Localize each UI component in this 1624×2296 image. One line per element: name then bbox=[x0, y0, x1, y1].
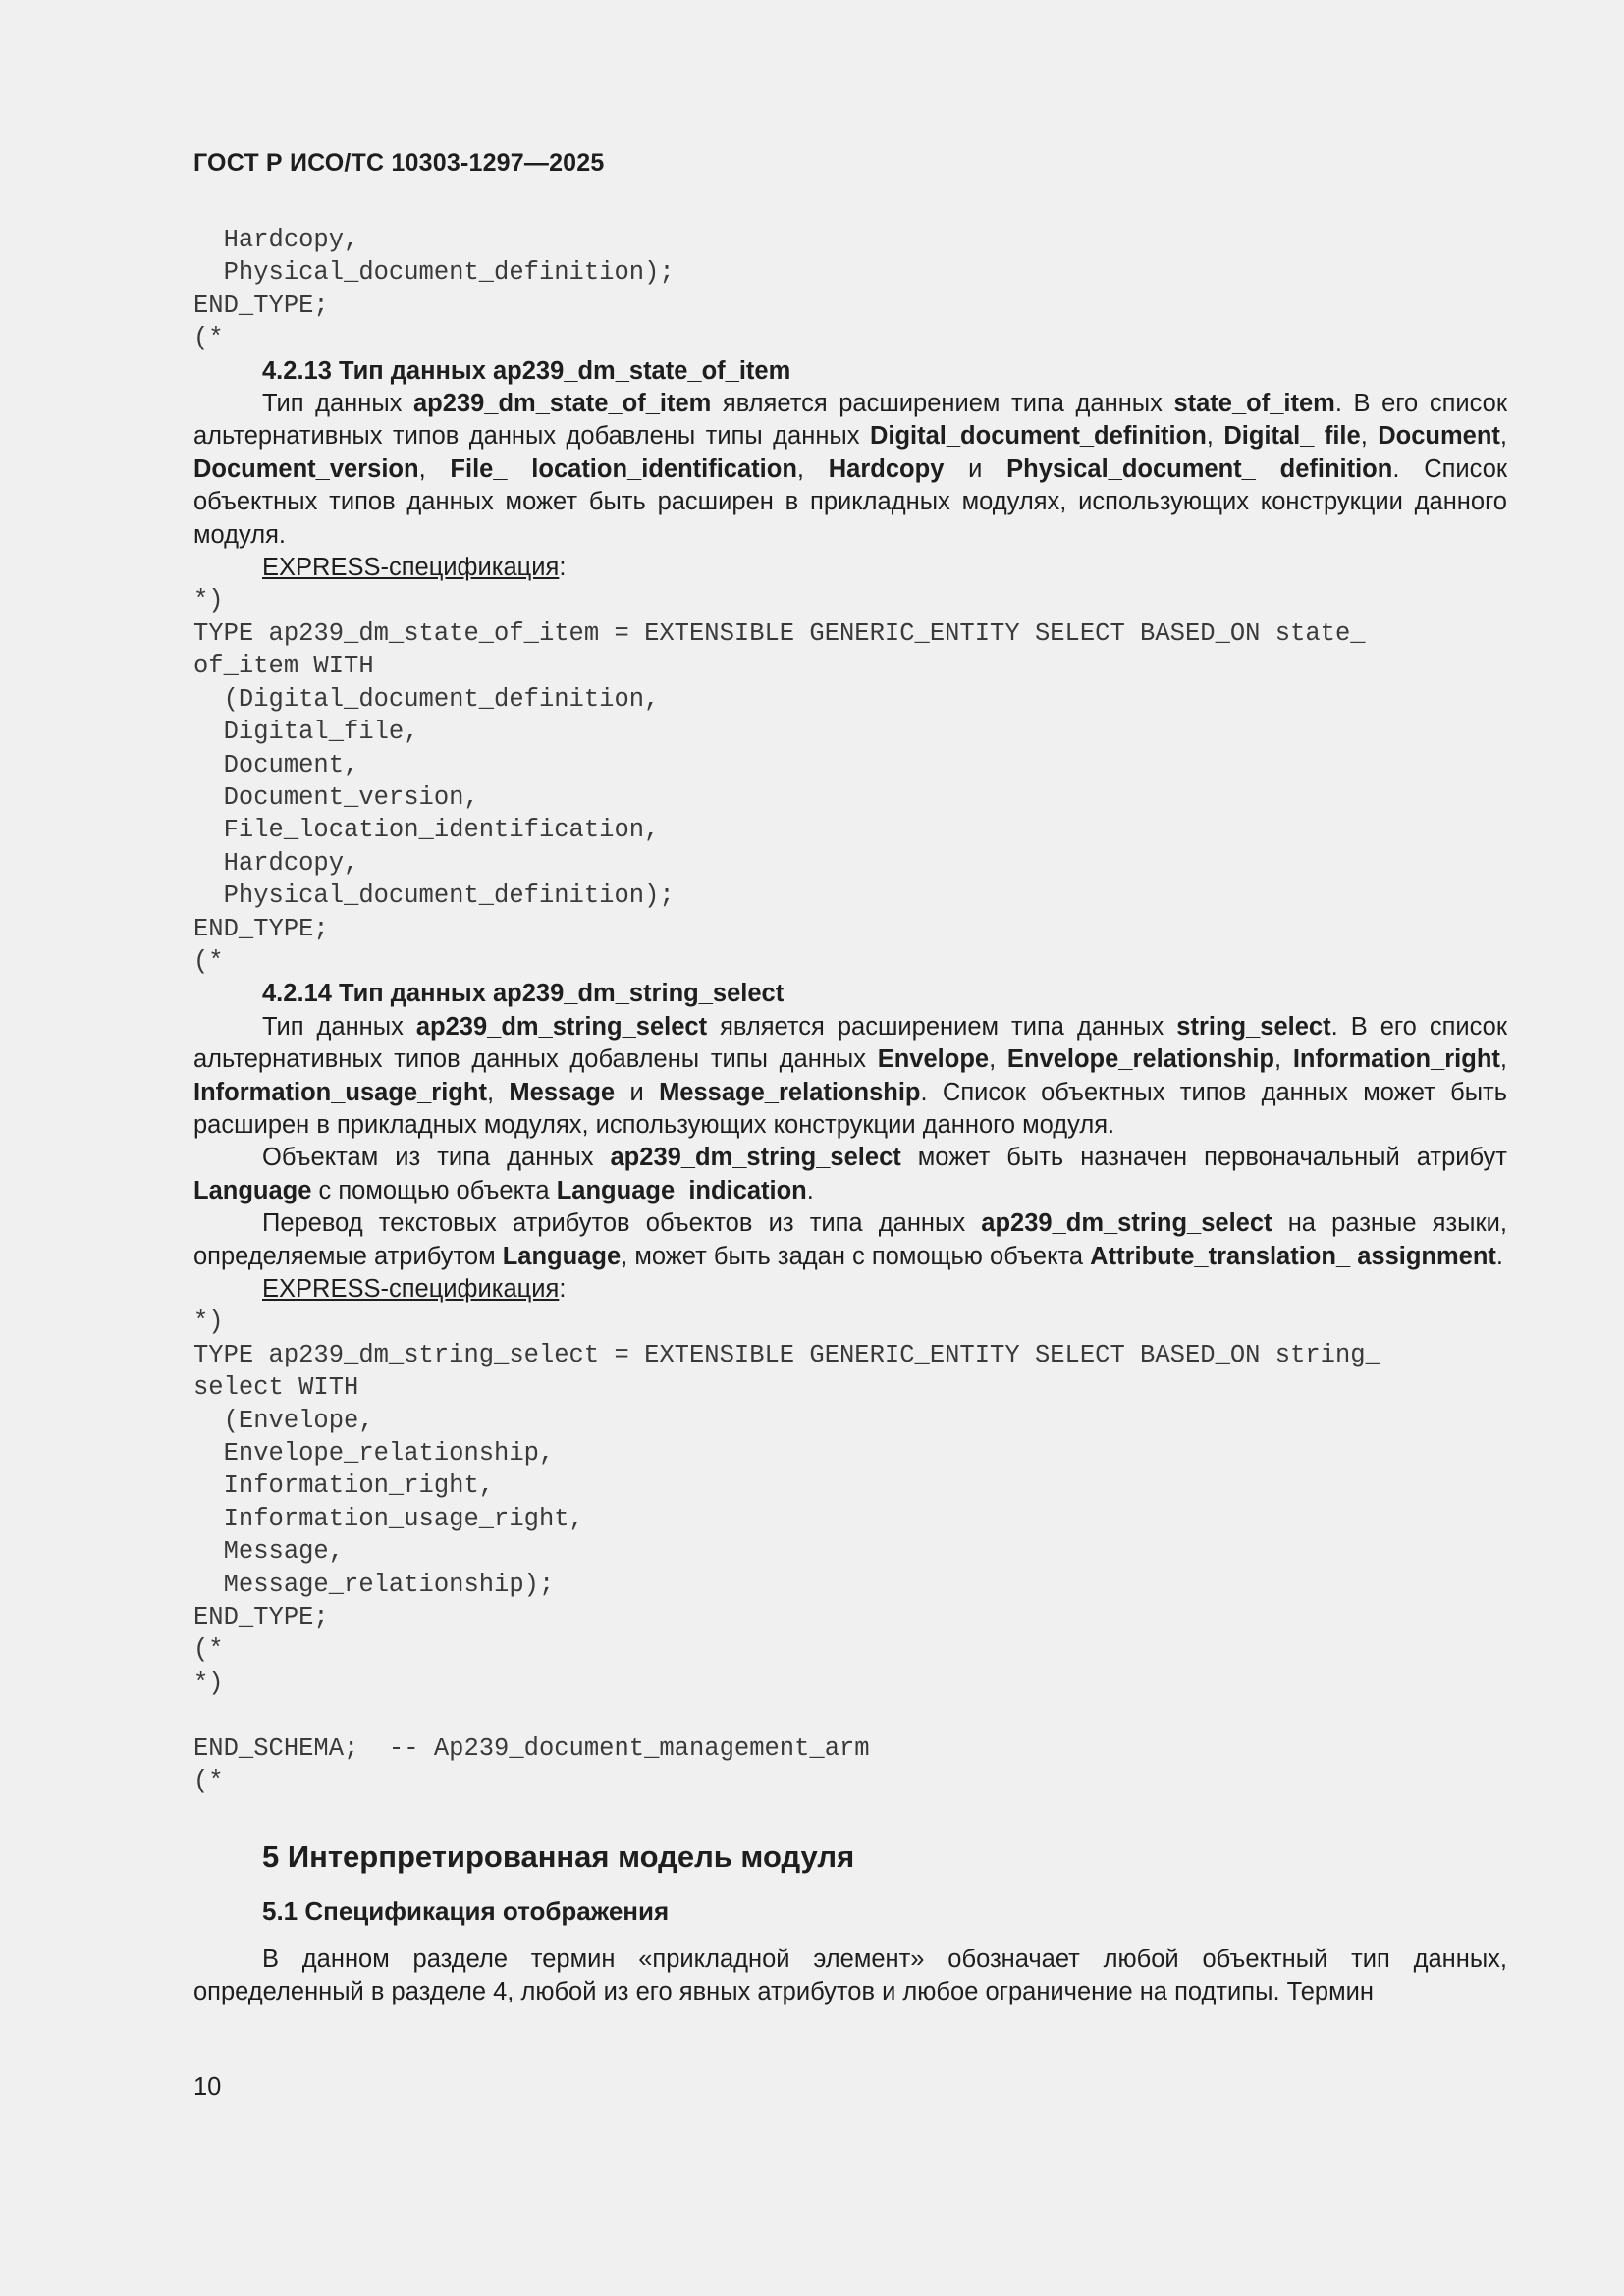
express-colon: : bbox=[559, 1275, 567, 1303]
bold-term: Message bbox=[509, 1078, 616, 1106]
bold-term: Language bbox=[502, 1242, 622, 1270]
bold-term: Document_version bbox=[193, 454, 419, 483]
bold-term: Digital_ file bbox=[1223, 422, 1361, 451]
code-block-string-select: *) TYPE ap239_dm_string_select = EXTENSIBLE GENERIC_ENTITY SELECT BASED_ON string_ select WITH (Envelope, Envelope_relationship, Information_right, Information_usage_right, Message, Message_relationship); END_TYPE; (* *) END_SCHEMA; -- Ap239_document_management_arm (* bbox=[193, 1308, 1380, 1796]
text-run: с помощью объекта bbox=[311, 1176, 557, 1204]
section-4-2-14-title: 4.2.14 Тип данных ap239_dm_string_select bbox=[262, 980, 785, 1008]
bold-term: Envelope bbox=[877, 1045, 990, 1074]
section-4-2-14-paragraph-1 bbox=[193, 1011, 1507, 1143]
text-run: , bbox=[418, 454, 451, 483]
text-run: и bbox=[615, 1078, 660, 1106]
express-spec-label-4-2-14 bbox=[193, 1273, 1507, 1306]
text-run: . Список объектных типов данных может быть расширен в прикладных модулях, использующих конструкции данного модуля. bbox=[193, 454, 1508, 549]
text-run: , bbox=[486, 1078, 510, 1106]
text-run: , bbox=[1274, 1045, 1293, 1074]
page-content bbox=[193, 224, 1507, 2008]
bold-term: Information_usage_right bbox=[193, 1078, 487, 1106]
bold-term: Envelope_relationship bbox=[1006, 1045, 1274, 1074]
bold-term: ap239_dm_string_select bbox=[415, 1012, 708, 1041]
page-number: 10 bbox=[193, 2073, 222, 2101]
section-5-title: 5 Интерпретированная модель модуля bbox=[262, 1839, 855, 1874]
bold-term: File_ location_identification bbox=[450, 454, 797, 483]
section-5-1-title: 5.1 Спецификация отображения bbox=[262, 1896, 670, 1926]
bold-term: ap239_dm_string_select bbox=[610, 1144, 901, 1172]
bold-term: ap239_dm_state_of_item bbox=[413, 390, 712, 418]
bold-term: Information_right bbox=[1292, 1045, 1500, 1074]
document-header: ГОСТ Р ИСО/ТС 10303-1297—2025 bbox=[193, 149, 605, 177]
text-run: Тип данных bbox=[262, 390, 413, 418]
express-colon: : bbox=[559, 554, 567, 582]
section-5-1-paragraph: В данном разделе термин «прикладной элемент» обозначает любой объектный тип данных, определенный в разделе 4, любой из его явных атрибутов и любое ограничение на подтипы. Термин bbox=[193, 1945, 1507, 2005]
express-spec-link: EXPRESS-спецификация bbox=[262, 554, 560, 582]
text-run: , bbox=[1360, 422, 1379, 451]
text-run: Тип данных bbox=[262, 1012, 416, 1041]
text-run: , bbox=[1499, 1045, 1507, 1074]
bold-term: Digital_document_definition bbox=[869, 422, 1207, 451]
bold-term: ap239_dm_string_select bbox=[981, 1209, 1272, 1238]
text-run: , может быть задан с помощью объекта bbox=[621, 1242, 1091, 1270]
text-run: Объектам из типа данных bbox=[262, 1144, 611, 1172]
express-spec-label-4-2-13 bbox=[193, 552, 1507, 584]
text-run: . bbox=[1495, 1242, 1504, 1270]
text-run: может быть назначен первоначальный атрибут bbox=[900, 1144, 1507, 1172]
text-run: и bbox=[944, 454, 1007, 483]
code-block-state-of-item: *) TYPE ap239_dm_state_of_item = EXTENSIBLE GENERIC_ENTITY SELECT BASED_ON state_ of_item WITH (Digital_document_definition, Digital_file, Document, Document_version, File_location_identification, Hardcopy, Physical_document_definition); END_TYPE; (* bbox=[193, 586, 1366, 976]
bold-term: Attribute_translation_ assignment bbox=[1090, 1242, 1496, 1270]
express-spec-link: EXPRESS-спецификация bbox=[262, 1275, 560, 1303]
section-4-2-14-paragraph-3 bbox=[193, 1207, 1507, 1273]
bold-term: Language_indication bbox=[556, 1176, 807, 1204]
bold-term: Document bbox=[1378, 422, 1500, 451]
text-run: Перевод текстовых атрибутов объектов из типа данных bbox=[262, 1209, 982, 1238]
bold-term: string_select bbox=[1176, 1012, 1331, 1041]
text-run: является расширением типа данных bbox=[711, 390, 1174, 418]
bold-term: Language bbox=[193, 1176, 312, 1204]
section-4-2-14-paragraph-2 bbox=[193, 1142, 1507, 1207]
text-run: . В его список альтернативных типов данных добавлены типы данных bbox=[193, 1012, 1507, 1074]
text-run: , bbox=[989, 1045, 1007, 1074]
text-run: , bbox=[1499, 422, 1508, 451]
text-run: , bbox=[796, 454, 829, 483]
bold-term: state_of_item bbox=[1173, 390, 1335, 418]
bold-term: Hardcopy bbox=[828, 454, 945, 483]
code-block-top: Hardcopy, Physical_document_definition); END_TYPE; (* bbox=[193, 226, 675, 353]
bold-term: Message_relationship bbox=[659, 1078, 921, 1106]
section-4-2-13-title: 4.2.13 Тип данных ap239_dm_state_of_item bbox=[262, 356, 791, 385]
text-run: . Список объектных типов данных может быть расширен в прикладных модулях, использующих конструкции данного модуля. bbox=[193, 1078, 1507, 1139]
text-run: , bbox=[1206, 422, 1224, 451]
section-4-2-13-paragraph bbox=[193, 388, 1507, 552]
text-run: является расширением типа данных bbox=[707, 1012, 1177, 1041]
text-run: на разные языки, определяемые атрибутом bbox=[193, 1209, 1507, 1270]
bold-term: Physical_document_ definition bbox=[1006, 454, 1393, 483]
text-run: . bbox=[806, 1176, 814, 1204]
text-run: . В его список альтернативных типов данных добавлены типы данных bbox=[193, 390, 1508, 451]
